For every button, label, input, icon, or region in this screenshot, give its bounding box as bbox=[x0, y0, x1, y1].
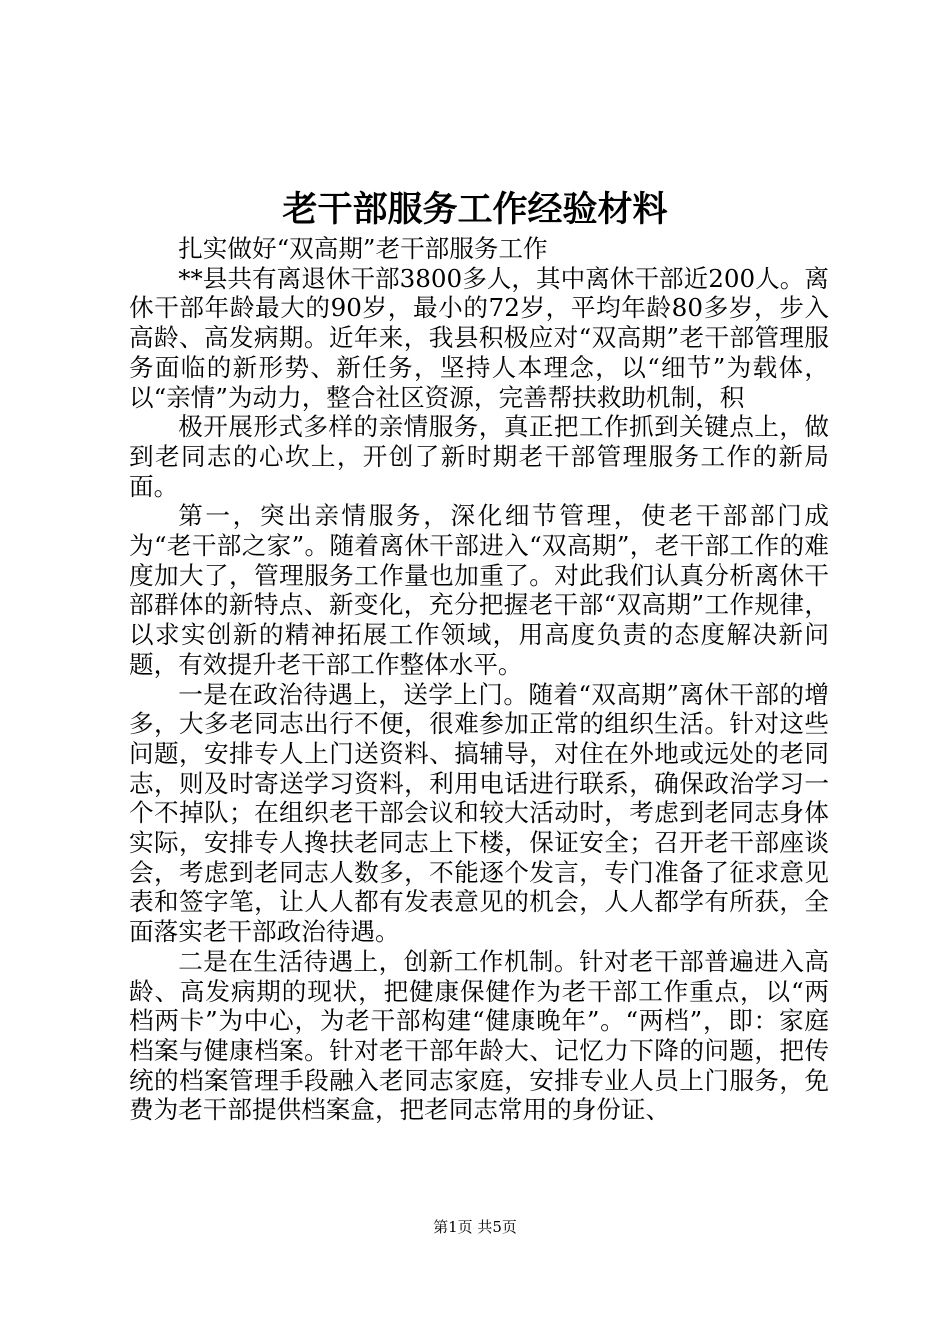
paragraph-first-point: 第一，突出亲情服务，深化细节管理，使老干部部门成为“老干部之家”。随着离休干部进入“双高期”，老干部工作的难度加大了，管理服务工作量也加重了。对此我们认真分析离休干部群体的新特点、新变化，充分把握老干部“双高期”工作规律，以求实创新的精神拓展工作领域，用高度负责的态度解决新问题，有效提升老干部工作整体水平。 bbox=[129, 501, 829, 679]
document-title: 老干部服务工作经验材料 bbox=[282, 189, 668, 230]
document-body bbox=[129, 234, 829, 1125]
paragraph-intro-continued: 极开展形式多样的亲情服务，真正把工作抓到关键点上，做到老同志的心坎上，开创了新时期老干部管理服务工作的新局面。 bbox=[129, 412, 829, 501]
paragraph-political-treatment: 一是在政治待遇上，送学上门。随着“双高期”离休干部的增多，大多老同志出行不便，很难参加正常的组织生活。针对这些问题，安排专人上门送资料、搞辅导，对住在外地或远处的老同志，则及时寄送学习资料，利用电话进行联系，确保政治学习一个不掉队；在组织老干部会议和较大活动时，考虑到老同志身体实际，安排专人搀扶老同志上下楼，保证安全；召开老干部座谈会，考虑到老同志人数多，不能逐个发言，专门准备了征求意见表和签字笔，让人人都有发表意见的机会，人人都学有所获，全面落实老干部政治待遇。 bbox=[129, 679, 829, 947]
paragraph-intro: **县共有离退休干部3800多人，其中离休干部近200人。离休干部年龄最大的90岁，最小的72岁，平均年龄80多岁，步入高龄、高发病期。近年来，我县积极应对“双高期”老干部管理服务面临的新形势、新任务，坚持人本理念，以“细节”为载体，以“亲情”为动力，整合社区资源，完善帮扶救助机制，积 bbox=[129, 263, 829, 412]
paragraph-subtitle: 扎实做好“双高期”老干部服务工作 bbox=[178, 234, 548, 263]
paragraph-living-treatment: 二是在生活待遇上，创新工作机制。针对老干部普遍进入高龄、高发病期的现状，把健康保健作为老干部工作重点，以“两档两卡”为中心，为老干部构建“健康晚年”。“两档”，即：家庭档案与健康档案。针对老干部年龄大、记忆力下降的问题，把传统的档案管理手段融入老同志家庭，安排专业人员上门服务，免费为老干部提供档案盒，把老同志常用的身份证、 bbox=[129, 946, 829, 1125]
page-footer: 第1页 共5页 bbox=[433, 1218, 517, 1236]
